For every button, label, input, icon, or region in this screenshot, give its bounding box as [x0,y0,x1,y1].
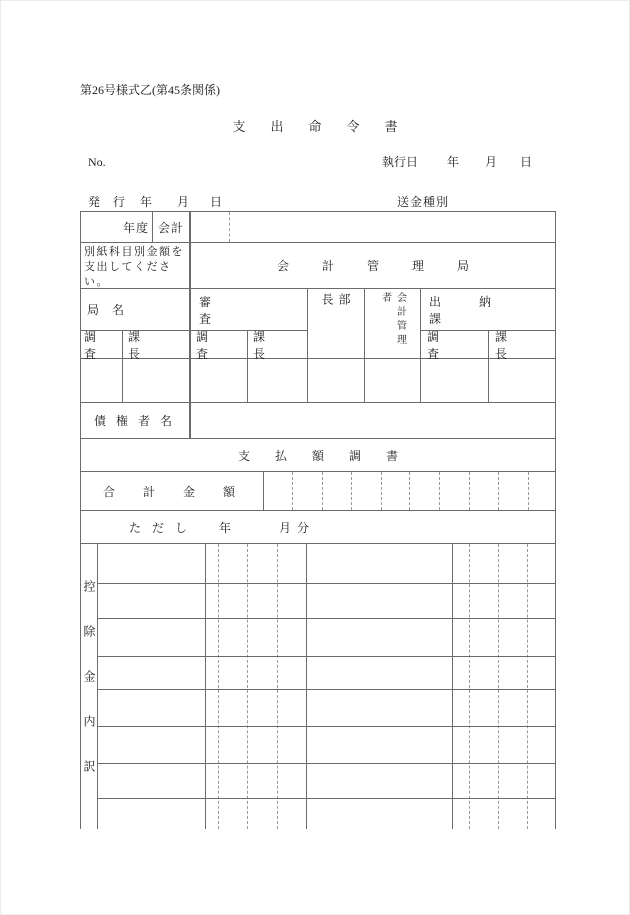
account-cell: 会計 [153,212,191,243]
cashier-section-header: 出納課 [421,289,556,331]
digit-divider [381,472,382,510]
digit-divider [409,472,410,510]
issue-day-label: 日 [210,195,223,209]
execution-month-label: 月 [485,155,498,169]
stamp-box [365,359,421,403]
bureau-name-header: 局名 [81,289,191,331]
cashier-chief-header: 課長 [489,331,556,359]
exam-chief-header: 課長 [248,331,308,359]
digit-divider [469,544,470,829]
creditor-label-cell: 債権者名 [81,403,191,439]
row-divider [98,583,556,584]
digit-divider [498,544,499,829]
accounting-bureau-cell: 会計管理局 [191,243,556,289]
digit-divider [247,544,248,829]
total-amount-entry-cell [264,472,556,511]
issue-year-label: 年 [140,195,153,209]
column-divider [306,544,307,829]
exam-investigate-header: 調査 [191,331,248,359]
digit-divider [439,472,440,510]
remittance-type-label: 送金種別 [397,195,450,209]
column-divider [97,544,98,829]
digit-divider [229,212,230,242]
account-entry-cell [191,212,556,243]
period-month-label: 月分 [279,520,316,535]
row-divider [98,798,556,799]
digit-divider [498,472,499,510]
stamp-box [248,359,308,403]
digit-divider [527,544,528,829]
stamp-box [421,359,489,403]
deduction-side-label-cell [81,544,98,829]
issue-label: 発行 [88,195,139,209]
instruction-cell: 別紙科目別金額を支出してください。 [81,243,191,289]
column-divider [555,544,556,829]
dept-head-label: 部長 [320,293,351,340]
stamp-box [191,359,248,403]
digit-divider [218,544,219,829]
dept-head-cell [308,289,365,359]
acct-manager-label: 会計管理者 [379,292,406,348]
digit-divider [469,472,470,510]
digit-divider [292,472,293,510]
bureau-chief-header: 課長 [123,331,191,359]
column-divider [452,544,453,829]
row-divider [98,689,556,690]
column-divider [205,544,206,829]
row-divider [98,656,556,657]
digit-divider [351,472,352,510]
examination-header: 審査 [191,289,308,331]
form-table [80,211,556,829]
stamp-box [123,359,191,403]
stamp-box [308,359,365,403]
execution-date-label: 執行日 [382,155,419,169]
row-divider [98,618,556,619]
digit-divider [322,472,323,510]
execution-year-label: 年 [447,155,460,169]
stamp-box [489,359,556,403]
form-title: 支出命令書 [232,119,423,134]
form-number-note: 第26号様式乙(第45条関係) [80,83,220,97]
bureau-investigate-header: 調査 [81,331,123,359]
stamp-box [81,359,123,403]
cashier-investigate-header: 調査 [421,331,489,359]
digit-divider [277,544,278,829]
row-divider [98,763,556,764]
tadashi-label: ただし [129,520,199,535]
issue-month-label: 月 [177,195,190,209]
execution-day-label: 日 [520,155,533,169]
no-label: No. [88,155,106,169]
period-year-label: 年 [219,520,232,535]
digit-divider [528,472,529,510]
creditor-entry-cell [191,403,556,439]
fiscal-year-cell: 年度 [81,212,153,243]
row-divider [98,726,556,727]
payment-report-title: 支払額調書 [81,439,556,472]
deduction-side-label: 控除金内訳 [82,580,96,805]
total-amount-label-cell: 合計金額 [81,472,264,511]
acct-manager-cell [365,289,421,359]
period-row [81,511,556,544]
